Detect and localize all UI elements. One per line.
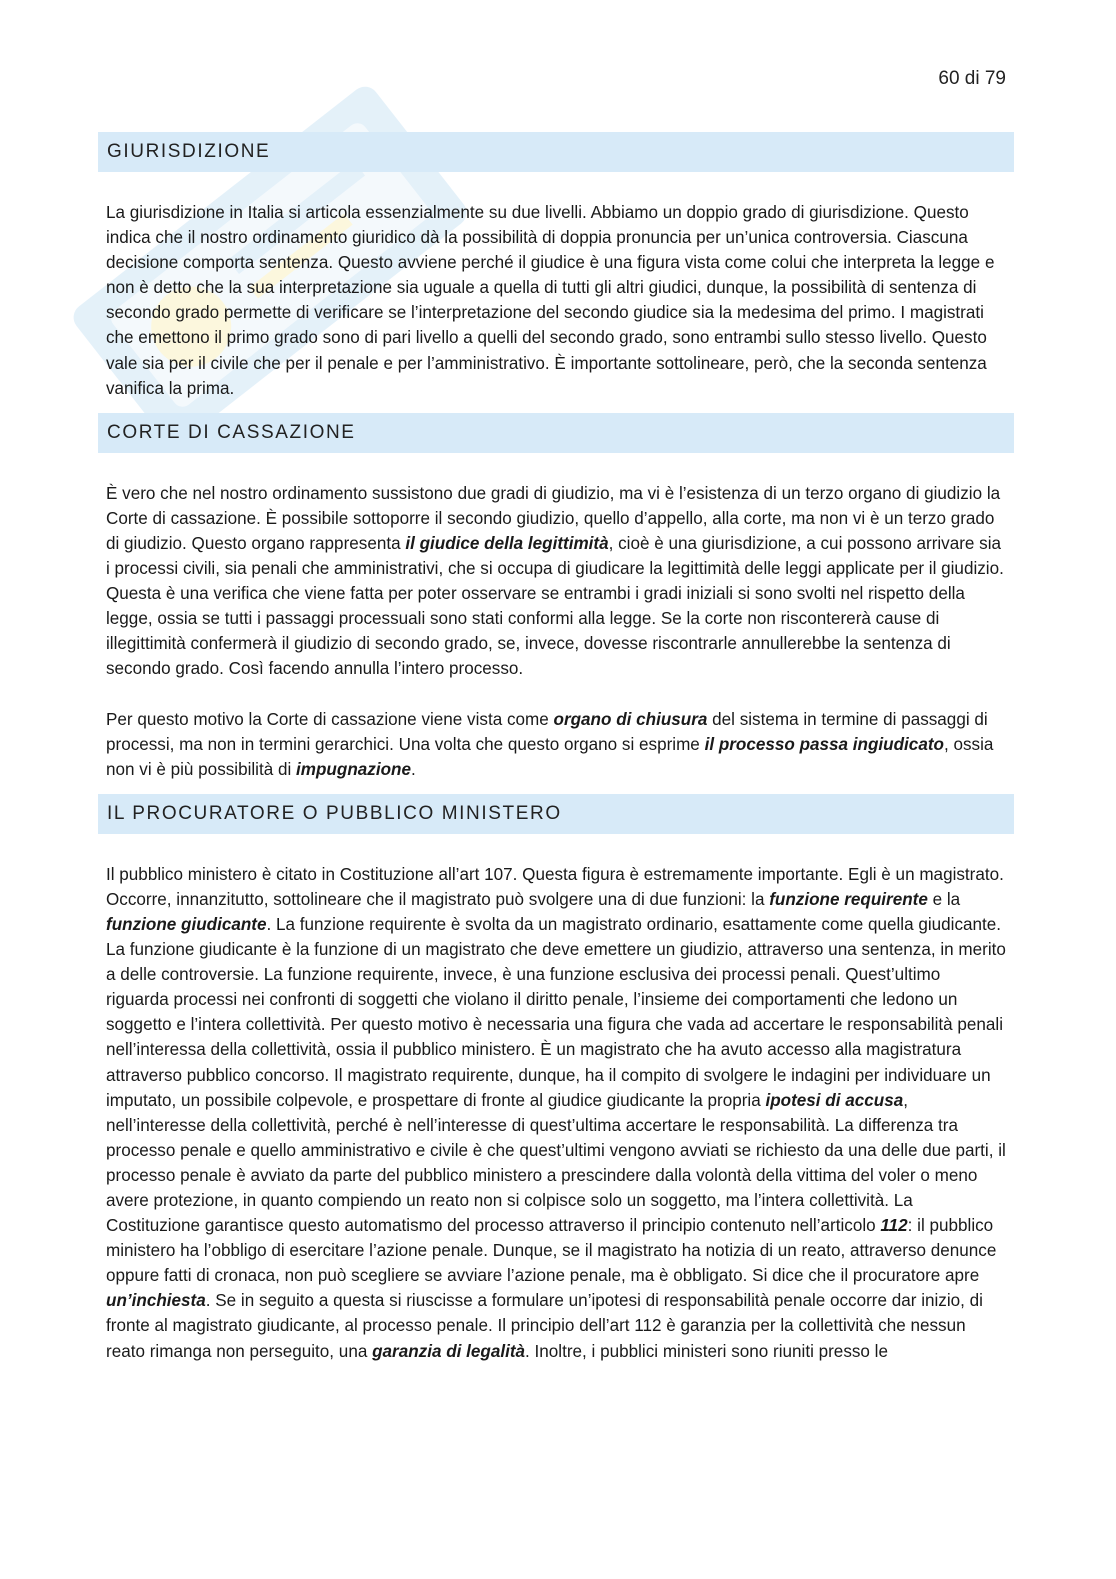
section-heading-corte-di-cassazione: CORTE DI CASSAZIONE [98, 413, 1014, 453]
emphasis-text: il processo passa ingiudicato [704, 734, 944, 754]
emphasis-text: organo di chiusura [553, 709, 708, 729]
paragraph [98, 707, 1014, 782]
text-run: , ossia non vi è più possibilità di [106, 734, 994, 779]
emphasis-text: impugnazione [296, 759, 411, 779]
emphasis-text: 112 [880, 1216, 908, 1236]
paragraph [98, 481, 1014, 682]
text-run: . [410, 759, 416, 779]
text-run: , cioè è una giurisdizione, a cui possono arrivare sia i processi civili, sia penali che amministrativi, che si occupa di giudicare la legittimità delle leggi applicate per il giudizio. Questa è una verifica che viene fatta per poter osservare se entrambi i gradi iniziali si sono svolti nel rispetto della legge, ossia se tutti i passaggi processuali sono stati conformi alla legge. Se la corte non riscontererà cause di illegittimità confermerà il giudizio di secondo grado, se, invece, dovesse riscontrarle annullerebbe la sentenza di secondo grado. Così facendo annulla l’intero processo. [106, 533, 1004, 679]
section-heading-giurisdizione: GIURISDIZIONE [98, 132, 1014, 172]
text-run: del sistema in termine di passaggi di processi, ma non in termini gerarchici. Una volta che questo organo si esprime [106, 709, 988, 754]
text-run: La giurisdizione in Italia si articola essenzialmente su due livelli. Abbiamo un doppio grado di giurisdizione. Questo indica che il nostro ordinamento giuridico dà la possibilità di doppia pronuncia per un’unica controversia. Ciascuna decisione comporta sentenza. Questo avviene perché il giudice è una figura vista come colui che interpreta la legge e non è detto che la sua interpretazione sia uguale a quella di tutti gli altri giudici, dunque, la possibilità di sentenza di secondo grado permette di verificare se l’interpretazione del secondo giudice sia la medesima del primo. I magistrati che emettono il primo grado sono di pari livello a quelli del secondo grado, sono entrambi sullo stesso livello. Questo vale sia per il civile che per il penale e per l’amministrativo. È importante sottolineare, però, che la seconda sentenza vanifica la prima. [106, 203, 995, 398]
paragraph [98, 200, 1014, 401]
emphasis-text: funzione requirente [769, 889, 928, 909]
text-run: Per questo motivo la Corte di cassazione viene vista come [106, 709, 554, 729]
emphasis-text: il giudice della legittimità [405, 533, 609, 553]
page-number: 60 di 79 [938, 68, 1006, 89]
document-body [98, 132, 1014, 1364]
text-run: . Se in seguito a questa si riuscisse a formulare un’ipotesi di responsabilità penale occorre dar inizio, di fronte al magistrato giudicante, al processo penale. Il principio dell’art 112 è garanzia per la collettività che nessun reato rimanga non perseguito, una [106, 1291, 983, 1361]
text-run: : il pubblico ministero ha l’obbligo di esercitare l’azione penale. Dunque, se il magistrato ha notizia di un reato, attraverso denunce oppure fatti di cronaca, non può scegliere se avviare l’azione penale, ma è obbligato. Si dice che il procuratore apre [106, 1216, 997, 1286]
text-run: . La funzione requirente è svolta da un magistrato ordinario, esattamente come quella giudicante. La funzione giudicante è la funzione di un magistrato che deve emettere un giudizio, attraverso una sentenza, in merito a delle controversie. La funzione requirente, invece, è una funzione esclusiva dei processi penali. Quest’ultimo riguarda processi nei confronti di soggetti che violano il diritto penale, l’insieme dei comportamenti che ledono un soggetto e l’intera collettività. Per questo motivo è necessaria una figura che vada ad accertare le responsabilità penali nell’interessa della collettività, ossia il pubblico ministero. È un magistrato che ha avuto accesso alla magistratura attraverso pubblico concorso. Il magistrato requirente, dunque, ha il compito di svolgere le indagini per individuare un imputato, un possibile colpevole, e prospettare di fronte al giudice giudicante la propria [106, 914, 1006, 1110]
emphasis-text: funzione giudicante [106, 914, 267, 934]
text-run: . Inoltre, i pubblici ministeri sono riuniti presso le [525, 1341, 888, 1361]
text-run: Il pubblico ministero è citato in Costituzione all’art 107. Questa figura è estremamente importante. Egli è un magistrato. Occorre, innanzitutto, sottolineare che il magistrato può svolgere una di due funzioni: la [106, 864, 1004, 909]
text-run: e la [927, 889, 961, 909]
emphasis-text: garanzia di legalità [372, 1341, 526, 1361]
paragraph [98, 862, 1014, 1364]
text-run: È vero che nel nostro ordinamento sussistono due gradi di giudizio, ma vi è l’esistenza di un terzo organo di giudizio la Corte di cassazione. È possibile sottoporre il secondo giudizio, quello d’appello, alla corte, ma non vi è un terzo grado di giudizio. Questo organo rappresenta [106, 483, 1001, 553]
emphasis-text: un’inchiesta [106, 1291, 206, 1311]
emphasis-text: ipotesi di accusa [765, 1090, 904, 1110]
text-run: , nell’interesse della collettività, perché è nell’interesse di quest’ultima accertare le responsabilità. La differenza tra processo penale e quello amministrativo e civile è che quest’ultimi vengono avviati se richiesto da una delle due parti, il processo penale è avviato da parte del pubblico ministero a prescindere dalla volontà della vittima del voler o meno avere protezione, in quanto compiendo un reato non si colpisce solo un soggetto, ma l’intera collettività. La Costituzione garantisce questo automatismo del processo attraverso il principio contenuto nell’articolo [106, 1090, 1006, 1236]
section-heading-procuratore: IL PROCURATORE O PUBBLICO MINISTERO [98, 794, 1014, 834]
